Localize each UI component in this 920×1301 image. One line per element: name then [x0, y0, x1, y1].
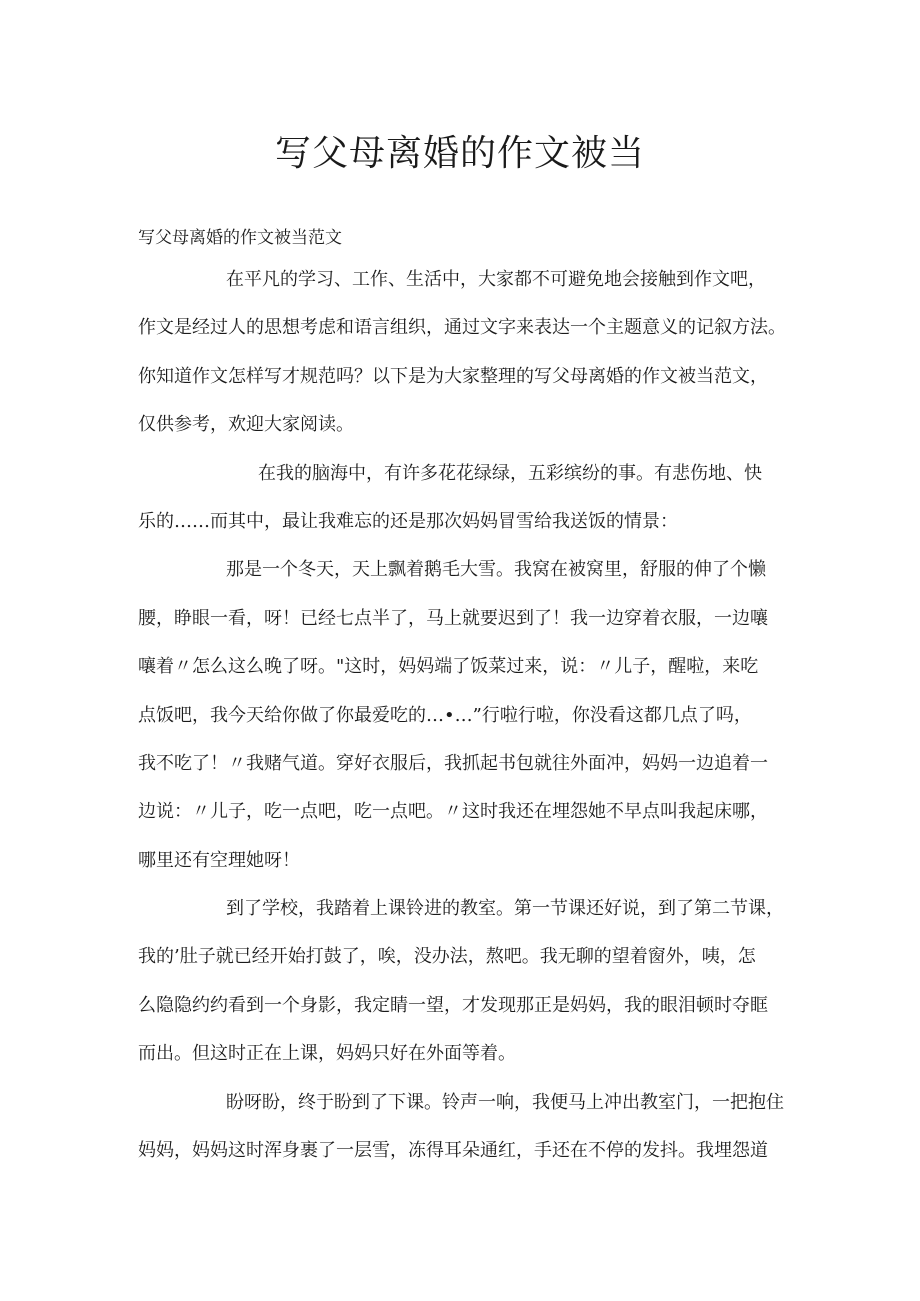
paragraph-line: 乐的……而其中，最让我难忘的还是那次妈妈冒雪给我送饭的情景： — [138, 510, 678, 532]
document-subtitle: 写父母离婚的作文被当范文 — [138, 228, 342, 248]
paragraph-line: 哪里还有空理她呀！ — [138, 849, 300, 871]
document-body — [138, 263, 790, 1182]
paragraph-line: 腰，睁眼一看，呀！已经七点半了，马上就要迟到了！我一边穿着衣服，一边嚷 — [138, 607, 768, 629]
paragraph — [138, 553, 790, 892]
paragraph-line: 在平凡的学习、工作、生活中，大家都不可避免地会接触到作文吧， — [226, 269, 766, 290]
paragraph-line: 妈妈，妈妈这时浑身裹了一层雪，冻得耳朵通红，手还在不停的发抖。我埋怨道 — [138, 1140, 768, 1162]
paragraph-line: 我不吃了！〃我赌气道。穿好衣服后，我抓起书包就往外面冲，妈妈一边追着一 — [138, 752, 768, 774]
paragraph — [138, 457, 790, 554]
paragraph-line: 仅供参考，欢迎大家阅读。 — [138, 414, 354, 436]
paragraph-line: 而出。但这时正在上课，妈妈只好在外面等着。 — [138, 1043, 516, 1065]
paragraph-line: 那是一个冬天，天上飘着鹅毛大雪。我窝在被窝里，舒服的伸了个懒 — [226, 559, 766, 581]
paragraph-line: 点饭吧，我今天给你做了你最爱吃的…•…”行啦行啦，你没看这都几点了吗， — [138, 704, 752, 726]
paragraph-line: 作文是经过人的思想考虑和语言组织，通过文字来表达一个主题意义的记叙方法。 — [138, 317, 786, 339]
paragraph — [138, 263, 790, 457]
paragraph-line: 边说：〃儿子，吃一点吧，吃一点吧。〃这时我还在埋怨她不早点叫我起床哪， — [138, 801, 768, 823]
document-title: 写父母离婚的作文被当 — [274, 133, 645, 174]
paragraph — [138, 892, 790, 1086]
paragraph-line: 么隐隐约约看到一个身影，我定睛一望，才发现那正是妈妈，我的眼泪顿时夺眶 — [138, 994, 768, 1016]
paragraph-line: 在我的脑海中，有许多花花绿绿，五彩缤纷的事。有悲伤地、快 — [258, 462, 762, 484]
paragraph-line: 嚷着〃怎么这么晚了呀。"这时，妈妈端了饭菜过来，说：〃儿子，醒啦，来吃 — [138, 656, 759, 678]
paragraph — [138, 1086, 790, 1183]
paragraph-line: 盼呀盼，终于盼到了下课。铃声一响，我便马上冲出教室门，一把抱住 — [226, 1091, 784, 1113]
paragraph-line: 我的’肚子就已经开始打鼓了，唉，没办法，熬吧。我无聊的望着窗外，咦，怎 — [138, 946, 756, 968]
paragraph-line: 到了学校，我踏着上课铃进的教室。第一节课还好说，到了第二节课， — [226, 898, 784, 920]
paragraph-line: 你知道作文怎样写才规范吗？以下是为大家整理的写父母离婚的作文被当范文， — [138, 365, 768, 387]
